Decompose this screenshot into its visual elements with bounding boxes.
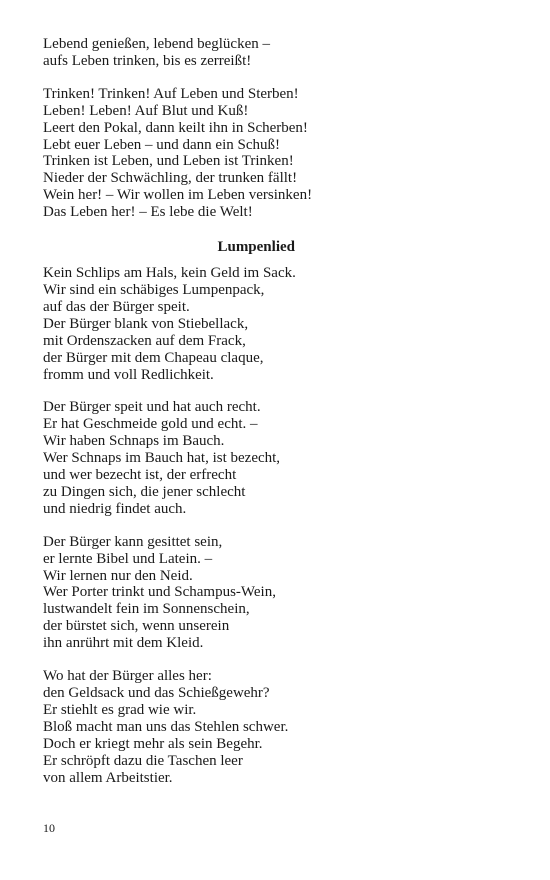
verse-line: Nieder der Schwächling, der trunken fällt! [43,170,298,187]
verse-line: Wer Schnaps im Bauch hat, ist bezecht, [43,450,281,467]
verse-line: Leben! Leben! Auf Blut und Kuß! [43,102,249,119]
verse-line: Wo hat der Bürger alles her: [43,668,212,685]
verse-line: ihn anrührt mit dem Kleid. [43,635,204,652]
verse-line: der bürstet sich, wenn unserein [43,618,230,635]
page-content [43,36,513,786]
verse-line: und niedrig findet auch. [43,500,187,517]
verse-line: Wir haben Schnaps im Bauch. [43,433,225,450]
verse-line: Er schröpft dazu die Taschen leer [43,752,243,769]
verse-line: Leert den Pokal, dann keilt ihn in Scherben! [43,119,308,136]
poem-title: Lumpenlied [217,239,295,256]
verse-line: und wer bezecht ist, der erfrecht [43,467,237,484]
page-number: 10 [43,821,55,835]
section-gap [43,221,513,239]
verse-line: Er hat Geschmeide gold und echt. – [43,416,258,433]
verse-line: der Bürger mit dem Chapeau claque, [43,349,264,366]
verse-line: Wir sind ein schäbiges Lumpenpack, [43,281,265,298]
verse-line: Trinken ist Leben, und Leben ist Trinken! [43,153,294,170]
verse-line: Wir lernen nur den Neid. [43,567,193,584]
verse-line: Kein Schlips am Hals, kein Geld im Sack. [43,265,296,282]
verse-line: fromm und voll Redlichkeit. [43,366,214,383]
verse-line: Das Leben her! – Es lebe die Welt! [43,204,253,221]
verse-line: den Geldsack und das Schießgewehr? [43,685,270,701]
verse-line: Der Bürger speit und hat auch recht. [43,399,261,416]
stanza-gap [43,652,513,668]
stanza-gap [43,518,513,534]
verse-line: Bloß macht man uns das Stehlen schwer. [43,718,289,735]
verse-line: er lernte Bibel und Latein. – [43,550,213,567]
verse-line: aufs Leben trinken, bis es zerreißt! [43,52,252,69]
verse-line: auf das der Bürger speit. [43,298,190,315]
poem-stanza-4 [43,668,513,786]
verse-line: Er stiehlt es grad wie wir. [43,701,197,718]
verse-line: lustwandelt fein im Sonnenschein, [43,601,250,618]
verse-line: von allem Arbeitstier. [43,769,173,786]
verse-line: Wein her! – Wir wollen im Leben versinken! [43,187,313,204]
poem-stanza-1 [43,265,513,383]
verse-line: Doch er kriegt mehr als sein Begehr. [43,735,263,752]
verse-line: Lebend genießen, lebend beglücken – [43,36,270,52]
verse-line: Wer Porter trinkt und Schampus-Wein, [43,584,276,601]
poem-stanza-3 [43,534,513,652]
verse-line: mit Ordenszacken auf dem Frack, [43,332,246,349]
previous-poem-stanza-2 [43,86,513,221]
stanza-gap [43,70,513,86]
verse-line: Lebt euer Leben – und dann ein Schuß! [43,136,281,153]
previous-poem-stanza-1 [43,36,513,70]
verse-line: Trinken! Trinken! Auf Leben und Sterben! [43,85,299,102]
poem-stanza-2 [43,399,513,517]
verse-line: zu Dingen sich, die jener schlecht [43,483,246,500]
stanza-gap [43,383,513,399]
verse-line: Der Bürger blank von Stiebellack, [43,315,249,332]
verse-line: Der Bürger kann gesittet sein, [43,533,223,550]
